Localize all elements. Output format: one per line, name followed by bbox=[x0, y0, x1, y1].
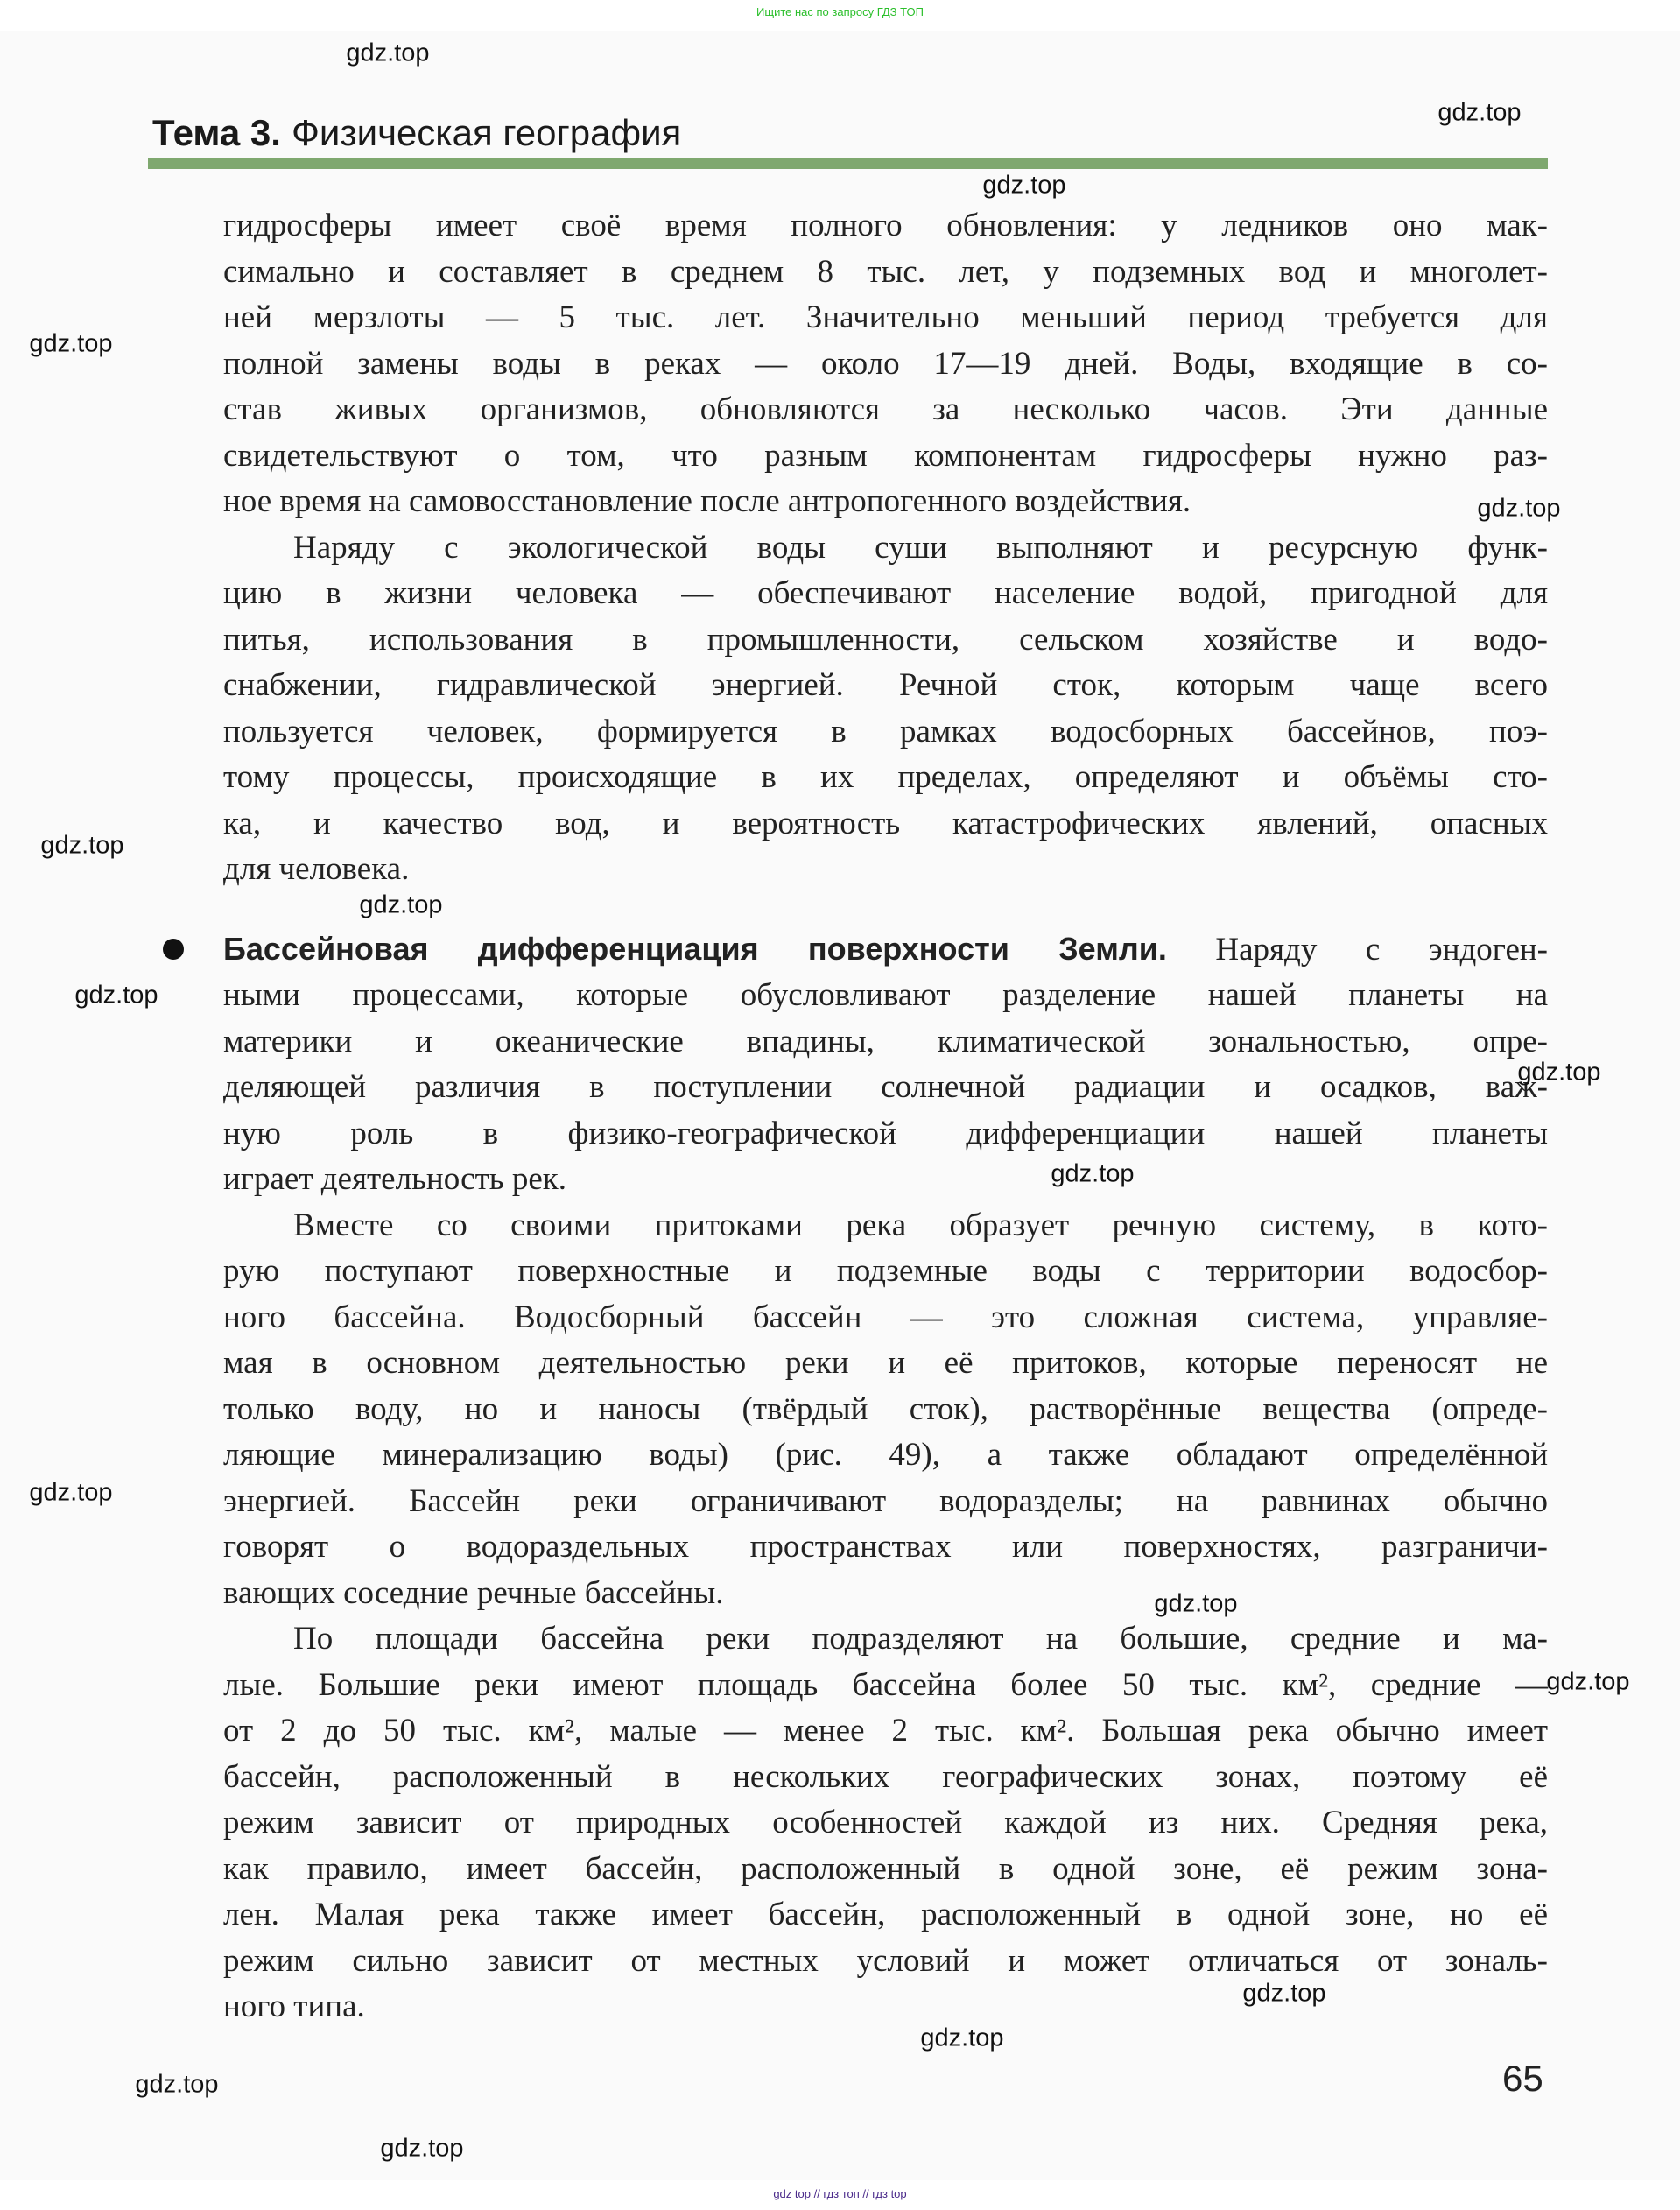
text-line: рую поступают поверхностные и подземные воды с территории водосбор- bbox=[223, 1253, 1548, 1289]
section-heading: Бассейновая дифференциация поверхности Земли. bbox=[223, 930, 1167, 967]
text-line: режим зависит от природных особенностей каждой из них. Средняя река, bbox=[223, 1805, 1548, 1840]
watermark: gdz.top bbox=[346, 39, 430, 67]
text-line: энергией. Бассейн реки ограничивают водоразделы; на равнинах обычно bbox=[223, 1482, 1548, 1519]
watermark: gdz.top bbox=[1154, 1589, 1238, 1618]
bullet-paragraph bbox=[223, 926, 1548, 1203]
text-line: режим сильно зависит от местных условий и может отличаться от зональ- bbox=[223, 1942, 1548, 1979]
text-line: свидетельствуют о том, что разным компонентам гидросферы нужно раз- bbox=[223, 437, 1548, 474]
text-line: говорят о водораздельных пространствах или поверхностях, разграничи- bbox=[223, 1529, 1548, 1565]
text-line bbox=[223, 926, 1548, 974]
watermark: gdz.top bbox=[135, 2070, 219, 2099]
text-line: деляющей различия в поступлении солнечной радиации и осадков, важ- bbox=[223, 1069, 1548, 1105]
text-line: цию в жизни человека — обеспечивают население водой, пригодной для bbox=[223, 575, 1548, 611]
bullet-icon bbox=[163, 939, 184, 960]
text-line: ного типа. bbox=[223, 1988, 365, 2024]
watermark: gdz.top bbox=[1546, 1667, 1630, 1696]
watermark: gdz.top bbox=[380, 2134, 464, 2163]
text-line: гидросферы имеет своё время полного обновления: у ледников оно мак- bbox=[223, 208, 1548, 243]
text-line: ляющие минерализацию воды) (рис. 49), а также обладают определённой bbox=[223, 1437, 1548, 1473]
text-line: ную роль в физико-географической дифференциации нашей планеты bbox=[223, 1115, 1548, 1151]
text-line: играет деятельность рек. bbox=[223, 1161, 567, 1197]
bottom-note: gdz top // гдз топ // гдз top bbox=[773, 2187, 907, 2200]
watermark: gdz.top bbox=[29, 1478, 113, 1507]
text-line: полной замены воды в реках — около 17—19 дней. Воды, входящие в со- bbox=[223, 345, 1548, 382]
text-line: лые. Большие реки имеют площадь бассейна более 50 тыс. км², средние — bbox=[223, 1666, 1548, 1703]
paragraph bbox=[223, 203, 1548, 525]
watermark: gdz.top bbox=[1477, 494, 1561, 523]
text-line: лен. Малая река также имеет бассейн, расположенный в одной зоне, но её bbox=[223, 1897, 1548, 1932]
text-line: ней мерзлоты — 5 тыс. лет. Значительно меньший период требуется для bbox=[223, 299, 1548, 335]
watermark: gdz.top bbox=[1437, 98, 1522, 127]
watermark: gdz.top bbox=[74, 981, 158, 1010]
watermark: gdz.top bbox=[29, 329, 113, 358]
body-text bbox=[223, 203, 1548, 2031]
paragraph bbox=[223, 1616, 1548, 2031]
text-line: ного бассейна. Водосборный бассейн — это сложная система, управляе- bbox=[223, 1299, 1548, 1335]
text-line: Наряду с экологической воды суши выполняют и ресурсную функ- bbox=[293, 529, 1548, 566]
text-line: ка, и качество вод, и вероятность катастрофических явлений, опасных bbox=[223, 805, 1548, 841]
text-line: как правило, имеет бассейн, расположенный в одной зоне, её режим зона- bbox=[223, 1850, 1548, 1887]
page-number: 65 bbox=[1502, 2058, 1543, 2099]
text-fragment: Наряду с эндоген- bbox=[1166, 931, 1548, 968]
watermark: gdz.top bbox=[40, 831, 124, 860]
watermark: gdz.top bbox=[1517, 1058, 1601, 1087]
text-line: ное время на самовосстановление после антропогенного воздействия. bbox=[223, 483, 1191, 519]
watermark: gdz.top bbox=[359, 890, 443, 919]
text-line: став живых организмов, обновляются за несколько часов. Эти данные bbox=[223, 391, 1548, 427]
text-line: только воду, но и наносы (твёрдый сток), растворённые вещества (опреде- bbox=[223, 1390, 1548, 1427]
text-line: Вместе со своими притоками река образует речную систему, в кото- bbox=[293, 1207, 1548, 1243]
watermark: gdz.top bbox=[982, 171, 1066, 200]
text-line: симально и составляет в среднем 8 тыс. лет, у подземных вод и многолет- bbox=[223, 253, 1548, 290]
text-line: ными процессами, которые обусловливают разделение нашей планеты на bbox=[223, 977, 1548, 1013]
text-line: питья, использования в промышленности, сельском хозяйстве и водо- bbox=[223, 621, 1548, 658]
page-header bbox=[152, 112, 681, 154]
text-line: бассейн, расположенный в нескольких географических зонах, поэтому её bbox=[223, 1758, 1548, 1795]
text-line: пользуется человек, формируется в рамках водосборных бассейнов, поэ- bbox=[223, 713, 1548, 750]
text-line: снабжении, гидравлической энергией. Речной сток, которым чаще всего bbox=[223, 667, 1548, 703]
text-line: мая в основном деятельностью реки и её притоков, которые переносят не bbox=[223, 1345, 1548, 1381]
text-line: для человека. bbox=[223, 851, 410, 887]
paragraph bbox=[223, 525, 1548, 893]
text-line: По площади бассейна реки подразделяют на большие, средние и ма- bbox=[293, 1621, 1548, 1657]
paragraph bbox=[223, 1203, 1548, 1617]
watermark: gdz.top bbox=[1242, 1979, 1326, 2008]
top-search-note: Ищите нас по запросу ГДЗ ТОП bbox=[756, 5, 924, 18]
text-line: вающих соседние речные бассейны. bbox=[223, 1574, 724, 1611]
topic-number: Тема 3. bbox=[152, 112, 281, 153]
text-line: тому процессы, происходящие в их пределах, определяют и объёмы сто- bbox=[223, 759, 1548, 795]
text-line: от 2 до 50 тыс. км², малые — менее 2 тыс. км². Большая река обычно имеет bbox=[223, 1713, 1548, 1749]
watermark: gdz.top bbox=[920, 2023, 1004, 2052]
header-divider bbox=[148, 158, 1548, 169]
topic-title: Физическая география bbox=[291, 112, 682, 153]
text-line: материки и океанические впадины, климатической зональностью, опре- bbox=[223, 1023, 1548, 1059]
watermark: gdz.top bbox=[1051, 1159, 1135, 1188]
